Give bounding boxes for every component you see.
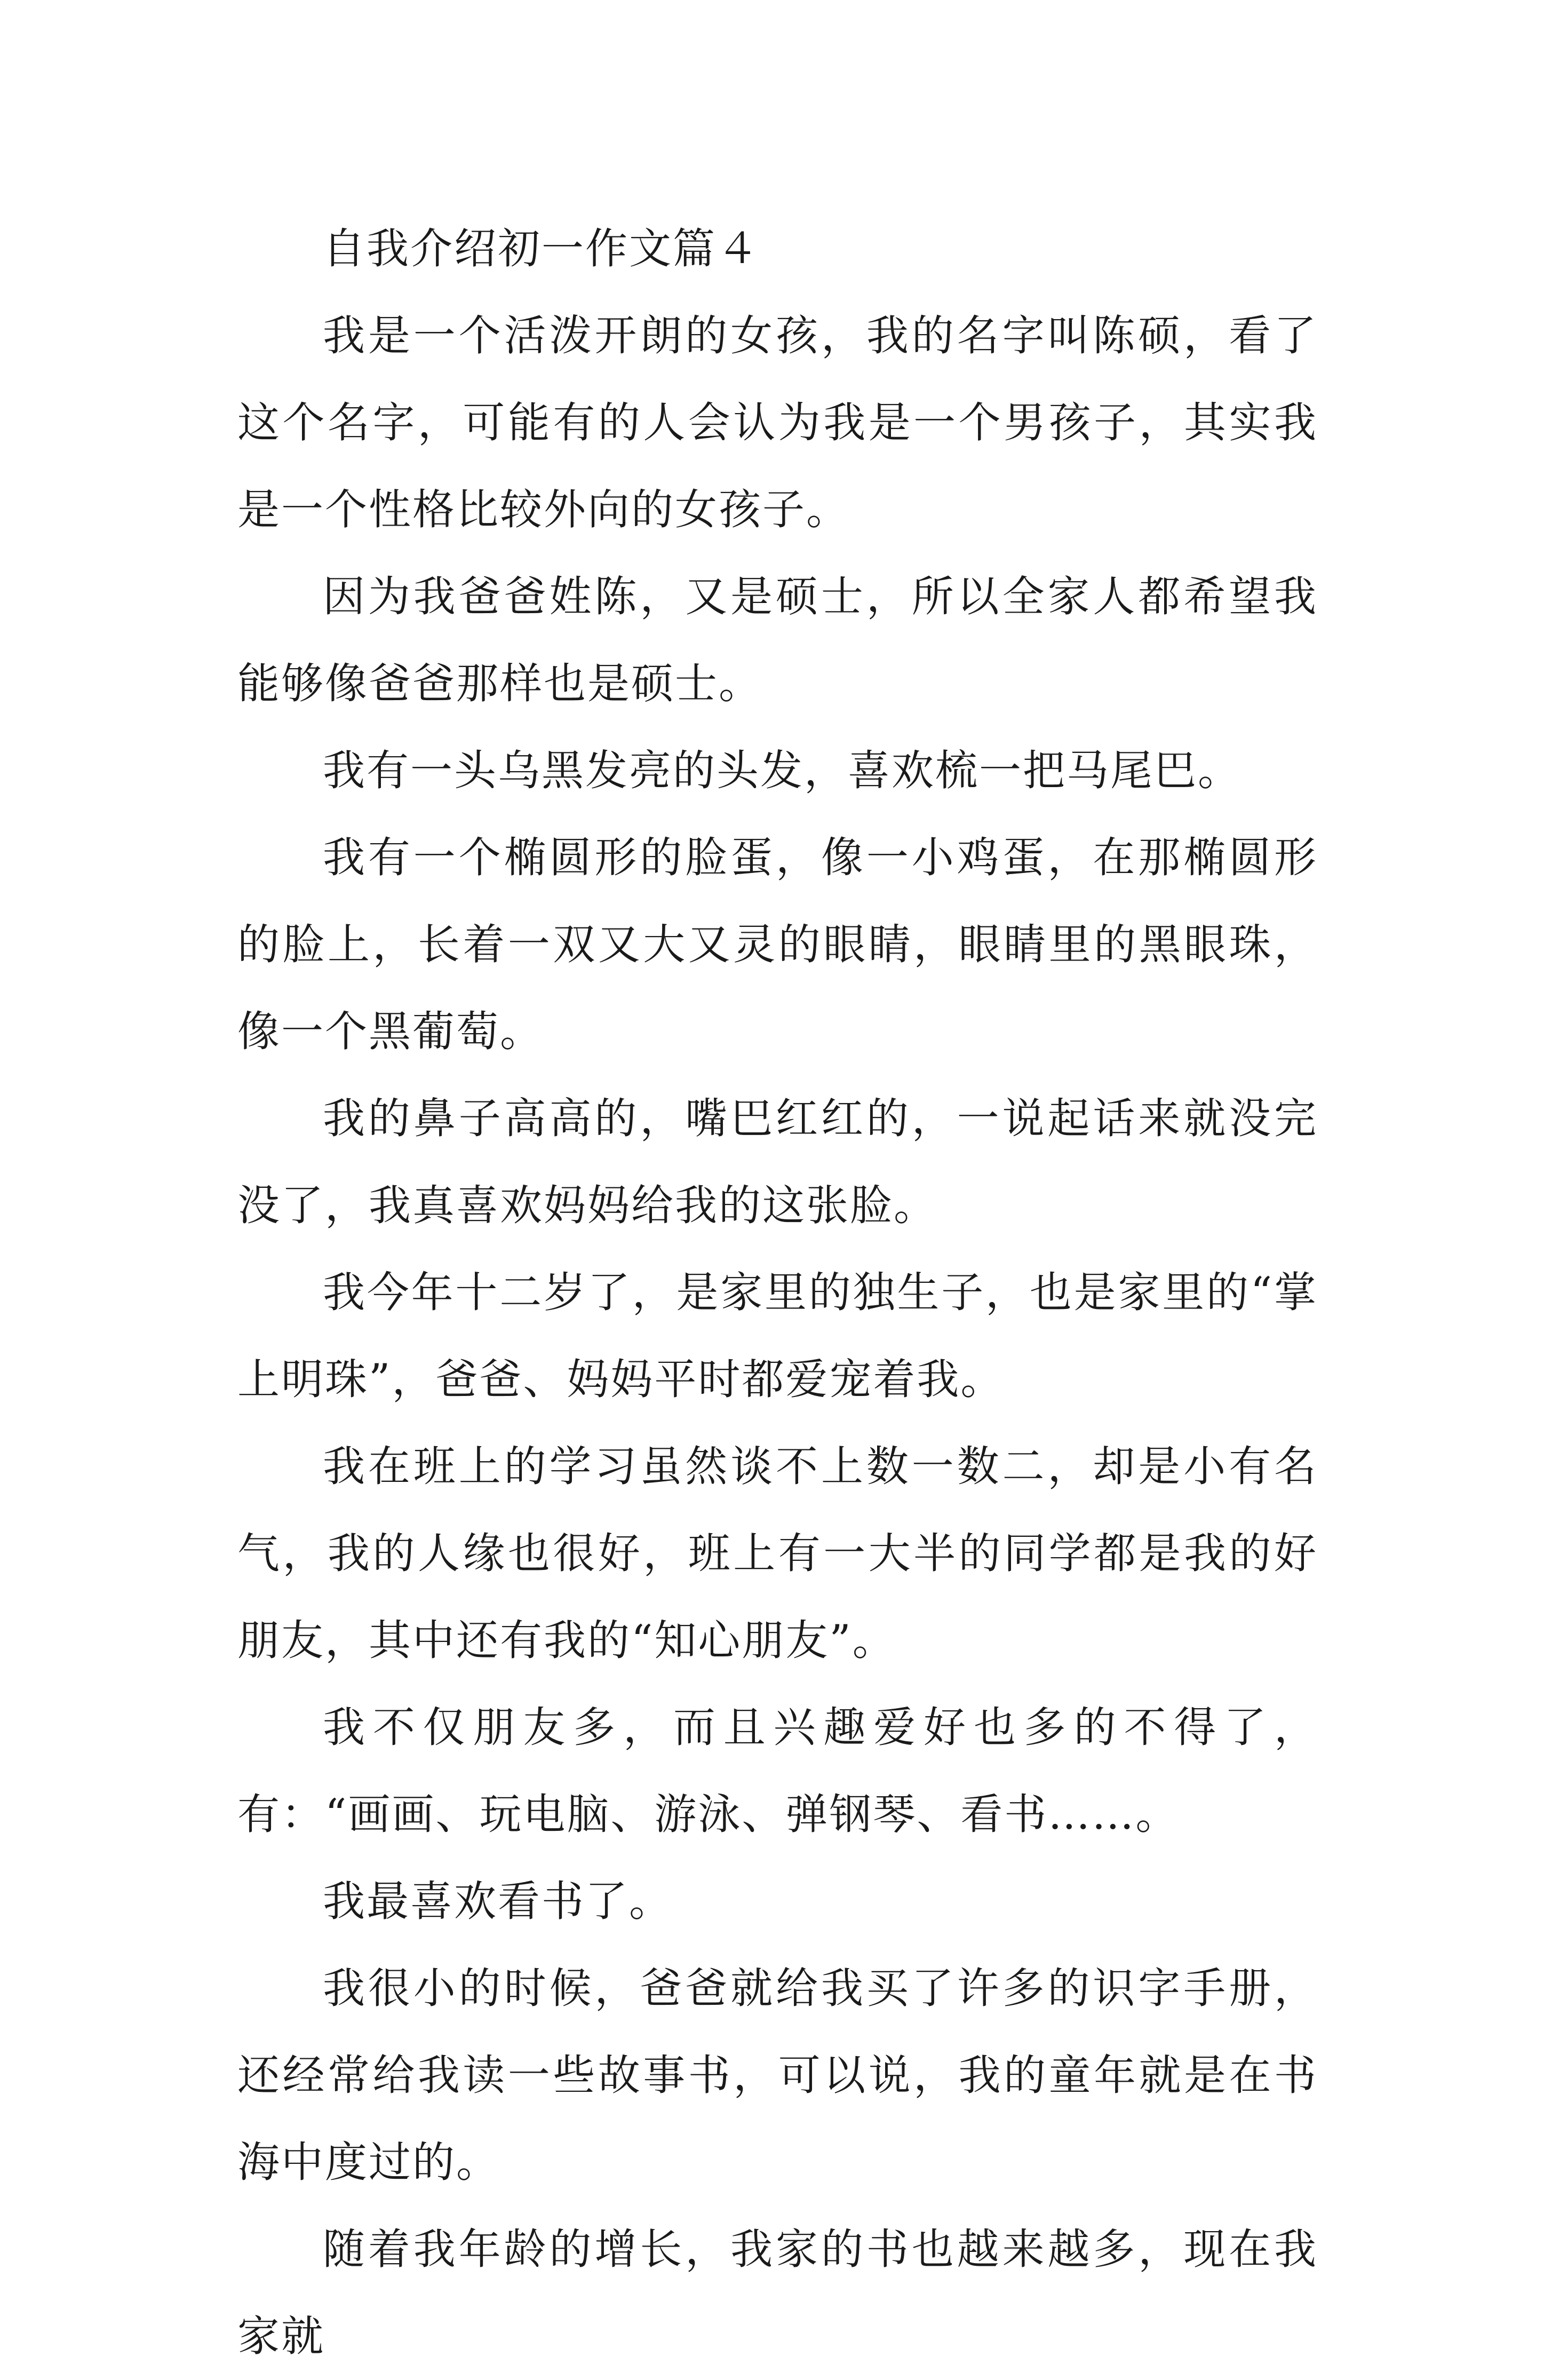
paragraph: 因为我爸爸姓陈，又是硕士，所以全家人都希望我能够像爸爸那样也是硕士。	[237, 572, 1318, 708]
document-title: 自我介绍初一作文篇４	[323, 224, 760, 273]
paragraph: 我有一头乌黑发亮的头发，喜欢梳一把马尾巴。	[323, 746, 1241, 795]
paragraph: 随着我年龄的增长，我家的书也越来越多，现在我家就	[237, 2225, 1318, 2361]
document-body	[237, 205, 1318, 2380]
paragraph: 我不仅朋友多，而且兴趣爱好也多的不得了，有：“画画、玩电脑、游泳、弹钢琴、看书……。	[237, 1703, 1318, 1839]
paragraph: 我有一个椭圆形的脸蛋，像一小鸡蛋，在那椭圆形的脸上，长着一双又大又灵的眼睛，眼睛里的黑眼珠，像一个黑葡萄。	[237, 833, 1318, 1056]
paragraph: 我今年十二岁了，是家里的独生子，也是家里的“掌上明珠”，爸爸、妈妈平时都爱宠着我。	[237, 1268, 1318, 1404]
paragraph: 我是一个活泼开朗的女孩，我的名字叫陈硕，看了这个名字，可能有的人会认为我是一个男孩子，其实我是一个性格比较外向的女孩子。	[237, 311, 1318, 534]
paragraph: 我很小的时候，爸爸就给我买了许多的识字手册，还经常给我读一些故事书，可以说，我的童年就是在书海中度过的。	[237, 1964, 1318, 2187]
paragraph: 我的鼻子高高的，嘴巴红红的，一说起话来就没完没了，我真喜欢妈妈给我的这张脸。	[237, 1094, 1318, 1230]
paragraph: 我最喜欢看书了。	[323, 1877, 673, 1926]
paragraph: 我在班上的学习虽然谈不上数一数二，却是小有名气，我的人缘也很好，班上有一大半的同学都是我的好朋友，其中还有我的“知心朋友”。	[237, 1442, 1318, 1665]
